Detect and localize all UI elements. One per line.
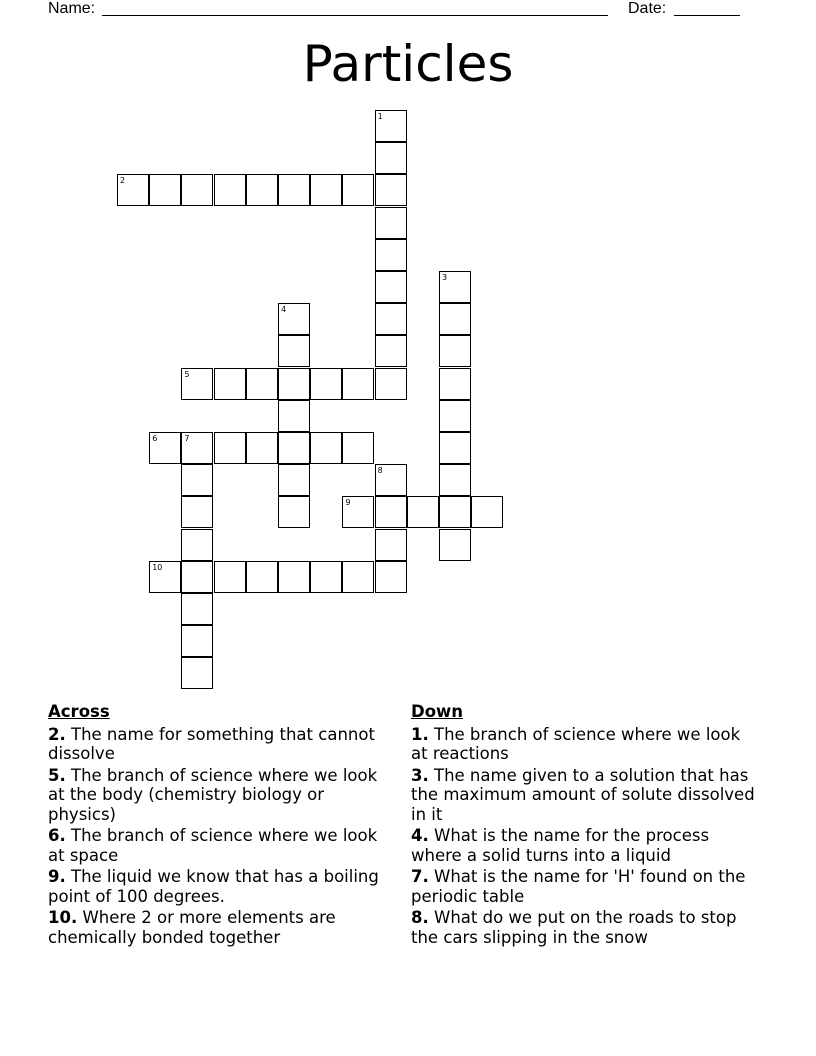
clue-text: What is the name for 'H' found on the periodic table [411,867,746,906]
clue-across [48,766,393,825]
grid-cell[interactable] [375,110,407,142]
grid-cell[interactable] [375,335,407,367]
grid-cell[interactable] [439,400,471,432]
cell-number: 8 [377,466,383,476]
grid-cell[interactable] [278,400,310,432]
grid-cell[interactable] [181,496,213,528]
clue-number: 4. [411,826,429,845]
cell-number: 10 [152,562,163,572]
clue-number: 6. [48,826,66,845]
grid-cell[interactable] [181,625,213,657]
clue-down [411,766,756,825]
grid-cell[interactable] [375,303,407,335]
grid-cell[interactable] [278,368,310,400]
grid-cell[interactable] [471,496,503,528]
grid-cell[interactable] [439,271,471,303]
clue-number: 3. [411,765,429,785]
cell-number: 5 [184,369,190,379]
grid-cell[interactable] [342,496,374,528]
grid-cell[interactable] [278,335,310,367]
grid-cell[interactable] [246,561,278,593]
date-label: Date: [628,0,667,17]
grid-cell[interactable] [310,174,342,206]
clue-down [411,826,756,865]
grid-cell[interactable] [214,561,246,593]
clue-number: 10. [48,908,78,927]
grid-cell[interactable] [246,368,278,400]
grid-cell[interactable] [342,174,374,206]
grid-cell[interactable] [439,432,471,464]
clue-across [48,867,393,906]
cell-number: 3 [442,273,448,282]
grid-cell[interactable] [278,174,310,206]
grid-cell[interactable] [375,239,407,271]
grid-cell[interactable] [439,335,471,367]
grid-cell[interactable] [375,561,407,593]
grid-cell[interactable] [278,432,310,464]
clue-across [48,725,393,764]
grid-cell[interactable] [149,561,181,593]
clue-text: The branch of science where we look at space [48,826,378,865]
clue-across [48,826,393,865]
cell-number: 6 [152,434,158,443]
grid-cell[interactable] [439,303,471,335]
grid-cell[interactable] [149,174,181,206]
grid-cell[interactable] [181,529,213,561]
grid-cell[interactable] [181,657,213,689]
grid-cell[interactable] [117,174,149,206]
across-clues [48,702,393,949]
grid-cell[interactable] [149,432,181,464]
grid-cell[interactable] [278,464,310,496]
grid-cell[interactable] [310,432,342,464]
name-label: Name: [48,0,96,17]
across-heading: Across [48,702,110,721]
grid-cell[interactable] [439,529,471,561]
grid-cell[interactable] [246,174,278,206]
clue-text: The name for something that cannot dissolve [48,724,375,763]
grid-cell[interactable] [310,368,342,400]
clue-text: What do we put on the roads to stop the cars slipping in the snow [411,908,737,947]
clue-down [411,908,756,947]
grid-cell[interactable] [278,496,310,528]
grid-cell[interactable] [181,464,213,496]
down-clues [411,702,756,949]
cell-number: 9 [345,498,351,508]
grid-cell[interactable] [439,368,471,400]
cell-number: 7 [184,434,190,443]
grid-cell[interactable] [278,561,310,593]
clue-down [411,725,756,764]
clue-text: Where 2 or more elements are chemically bonded together [48,908,336,947]
grid-cell[interactable] [214,174,246,206]
clue-number: 7. [411,867,429,886]
clue-text: What is the name for the process where a solid turns into a liquid [411,826,710,865]
grid-cell[interactable] [375,496,407,528]
clue-text: The liquid we know that has a boiling point of 100 degrees. [48,867,379,906]
grid-cell[interactable] [214,432,246,464]
grid-cell[interactable] [407,496,439,528]
cell-number: 2 [120,176,126,186]
cell-number: 1 [377,112,383,121]
clue-number: 5. [48,765,66,785]
down-heading: Down [411,702,464,721]
grid-cell[interactable] [181,432,213,464]
grid-cell[interactable] [375,207,407,239]
grid-cell[interactable] [181,561,213,593]
grid-cell[interactable] [181,368,213,400]
grid-cell[interactable] [375,529,407,561]
grid-cell[interactable] [342,432,374,464]
clue-across [48,908,393,947]
grid-cell[interactable] [181,593,213,625]
grid-cell[interactable] [214,368,246,400]
grid-cell[interactable] [278,303,310,335]
grid-cell[interactable] [375,368,407,400]
clue-text: The branch of science where we look at reactions [411,724,741,763]
grid-cell[interactable] [439,464,471,496]
grid-cell[interactable] [375,464,407,496]
clue-text: The branch of science where we look at the body (chemistry biology or physics) [48,765,378,824]
clue-number: 2. [48,724,66,744]
grid-cell[interactable] [439,496,471,528]
grid-cell[interactable] [181,174,213,206]
clue-text: The name given to a solution that has the maximum amount of solute dissolved in it [411,765,755,824]
grid-cell[interactable] [310,561,342,593]
grid-cell[interactable] [342,561,374,593]
grid-cell[interactable] [246,432,278,464]
cell-number: 4 [281,305,287,315]
grid-cell[interactable] [375,174,407,206]
clue-number: 9. [48,867,66,886]
grid-cell[interactable] [342,368,374,400]
clue-down [411,867,756,906]
clue-number: 1. [411,724,429,744]
clue-number: 8. [411,908,429,927]
grid-cell[interactable] [375,271,407,303]
grid-cell[interactable] [375,142,407,174]
page-title: Particles [302,35,514,93]
